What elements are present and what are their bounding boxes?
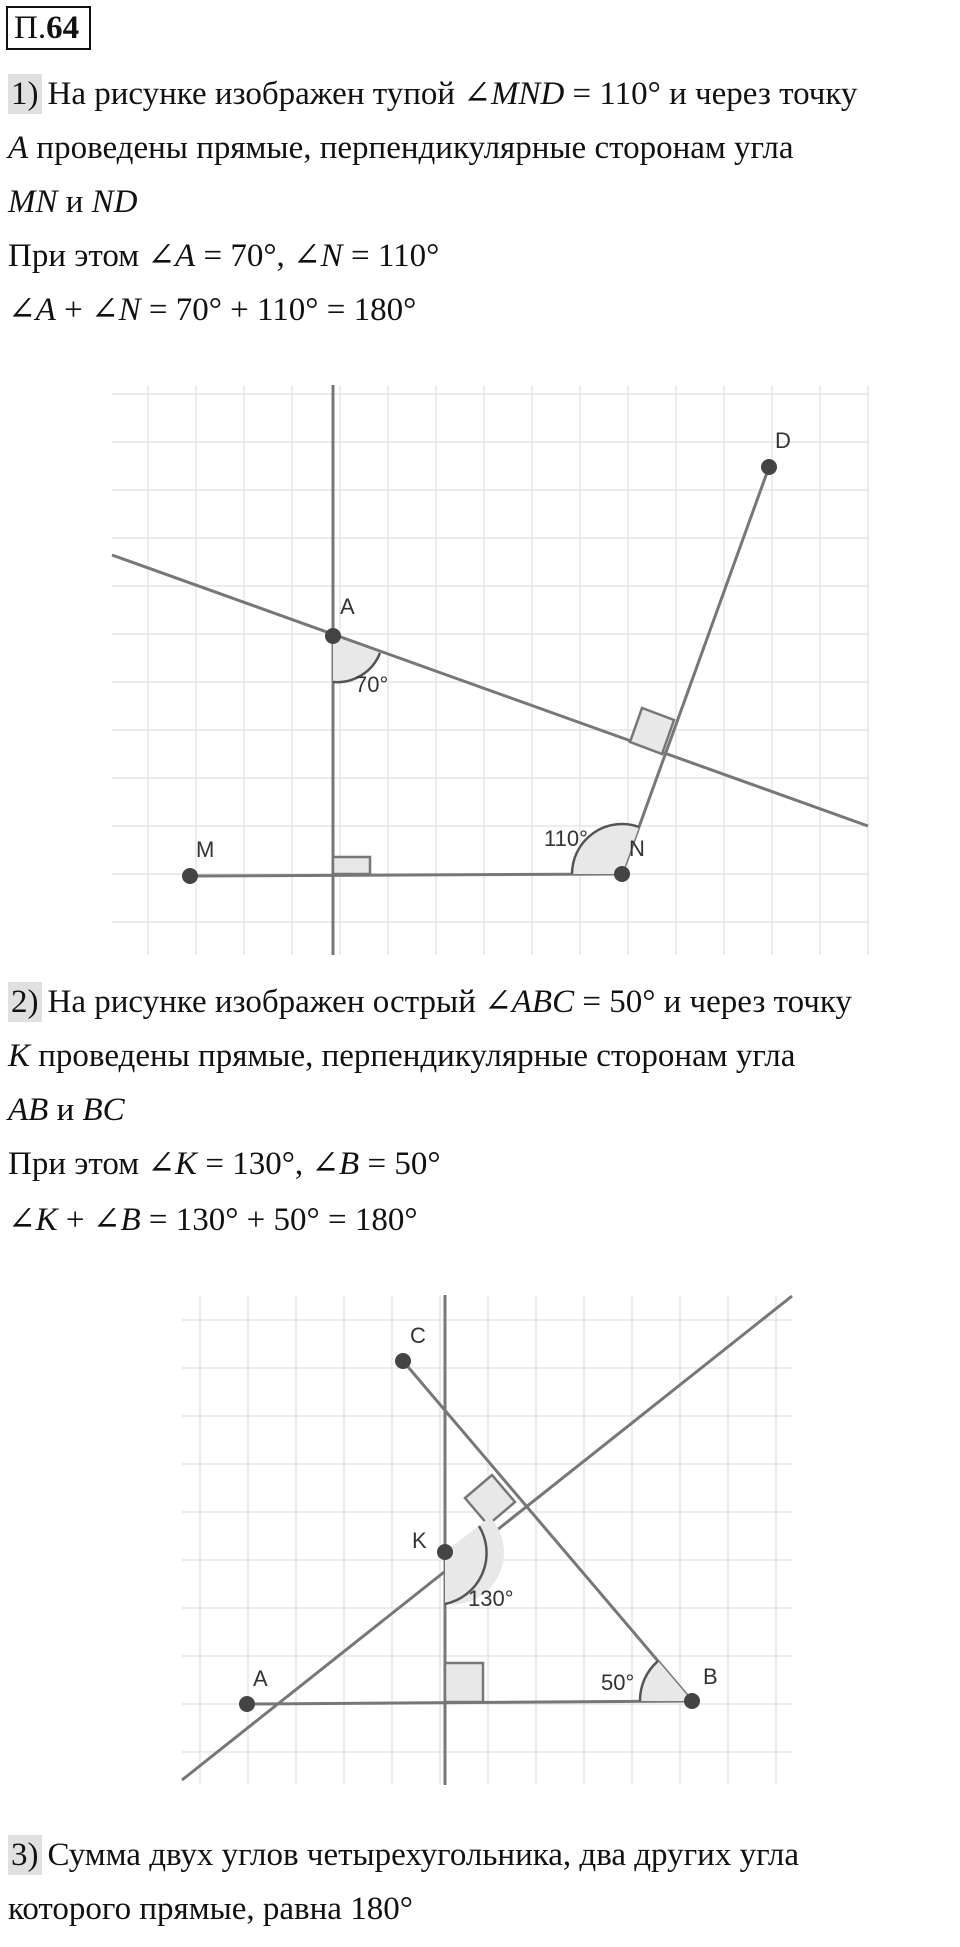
part2-line4 bbox=[8, 1144, 441, 1184]
figure-2 bbox=[170, 1290, 810, 1790]
label-c: C bbox=[410, 1323, 426, 1348]
part2-math-angle: ∠ABC bbox=[484, 984, 575, 1020]
part2-text: = 50° и через точку bbox=[574, 984, 852, 1020]
part2-line2 bbox=[8, 1036, 795, 1076]
part2-text: проведены прямые, перпендикулярные сторонам угла bbox=[30, 1038, 796, 1074]
part1-number: 1) bbox=[8, 74, 42, 114]
label-k: K bbox=[412, 1528, 427, 1553]
part1-math-point: A bbox=[8, 130, 29, 166]
angle-arc-b bbox=[640, 1661, 692, 1701]
side-mn bbox=[190, 874, 622, 876]
problem-prefix: П. bbox=[14, 10, 47, 46]
part1-math-angle: ∠N bbox=[90, 292, 141, 328]
figure-1 bbox=[110, 380, 870, 960]
point-k bbox=[437, 1544, 453, 1560]
part1-math-angle: ∠A bbox=[147, 238, 196, 274]
label-n: N bbox=[629, 836, 645, 861]
part2-line1 bbox=[8, 982, 852, 1022]
part2-math-side: AB bbox=[8, 1092, 49, 1128]
part2-text: и bbox=[48, 1092, 83, 1128]
point-a bbox=[325, 628, 341, 644]
point-m bbox=[182, 868, 198, 884]
point-n bbox=[614, 866, 630, 882]
part2-text: На рисунке изображен острый bbox=[47, 984, 485, 1020]
label-d: D bbox=[775, 428, 791, 453]
part1-text: = 110° и через точку bbox=[564, 76, 858, 112]
part3-line2 bbox=[8, 1889, 413, 1929]
side-nd bbox=[622, 467, 769, 874]
perpendicular-line-slanted bbox=[112, 555, 868, 826]
point-a bbox=[239, 1696, 255, 1712]
part2-text: = 130°, bbox=[197, 1146, 312, 1182]
part1-math-side: MN bbox=[8, 184, 58, 220]
point-b bbox=[684, 1693, 700, 1709]
label-a: A bbox=[253, 1666, 268, 1691]
label-b: B bbox=[703, 1664, 718, 1689]
problem-number: 64 bbox=[46, 10, 80, 46]
part2-text: При этом bbox=[8, 1146, 148, 1182]
part2-text: + bbox=[57, 1202, 93, 1238]
part2-math-angle: ∠B bbox=[92, 1202, 141, 1238]
part1-text: При этом bbox=[8, 238, 148, 274]
part2-number: 2) bbox=[8, 982, 42, 1022]
angle-label-n: 110° bbox=[544, 826, 588, 851]
part1-line1 bbox=[8, 74, 857, 114]
part1-math-angle: ∠MND bbox=[463, 76, 565, 112]
part3-text: которого прямые, равна 180° bbox=[8, 1891, 413, 1927]
part2-line3 bbox=[8, 1090, 125, 1130]
figure-1-grid bbox=[112, 385, 868, 955]
part1-text: и bbox=[57, 184, 92, 220]
label-m: M bbox=[196, 837, 215, 862]
label-a: A bbox=[340, 594, 355, 619]
part1-text: = 110° bbox=[342, 238, 440, 274]
part1-math-side: ND bbox=[91, 184, 138, 220]
part1-text: = 70° + 110° = 180° bbox=[140, 292, 417, 328]
point-c bbox=[395, 1353, 411, 1369]
right-angle-mark-mn bbox=[333, 857, 370, 874]
angle-label-a: 70° bbox=[355, 672, 389, 697]
part2-math-point: K bbox=[8, 1038, 31, 1074]
angle-label-k: 130° bbox=[468, 1586, 514, 1611]
angle-label-b: 50° bbox=[601, 1670, 635, 1695]
part2-math-angle: ∠K bbox=[147, 1146, 198, 1182]
right-angle-mark-ab bbox=[445, 1663, 483, 1702]
part3-number: 3) bbox=[8, 1835, 42, 1875]
part1-math-angle: ∠N bbox=[293, 238, 343, 274]
part1-text: + bbox=[55, 292, 91, 328]
part2-math-angle: ∠K bbox=[8, 1202, 58, 1238]
part2-math-side: BC bbox=[82, 1092, 125, 1128]
part1-line4 bbox=[8, 236, 439, 276]
part3-text: Сумма двух углов четырехугольника, два других угла bbox=[47, 1837, 800, 1873]
problem-number-box bbox=[6, 6, 91, 50]
part1-math-angle: ∠A bbox=[8, 292, 56, 328]
part3-line1 bbox=[8, 1835, 799, 1875]
part2-math-angle: ∠B bbox=[311, 1146, 360, 1182]
part1-text: На рисунке изображен тупой bbox=[47, 76, 464, 112]
point-d bbox=[761, 459, 777, 475]
part1-text: проведены прямые, перпендикулярные сторонам угла bbox=[28, 130, 794, 166]
part1-text: = 70°, bbox=[195, 238, 294, 274]
part2-text: = 50° bbox=[359, 1146, 441, 1182]
part1-line3 bbox=[8, 182, 138, 222]
part1-line5 bbox=[8, 290, 416, 330]
part2-text: = 130° + 50° = 180° bbox=[140, 1202, 418, 1238]
part1-line2 bbox=[8, 128, 794, 168]
part2-line5 bbox=[8, 1200, 418, 1240]
